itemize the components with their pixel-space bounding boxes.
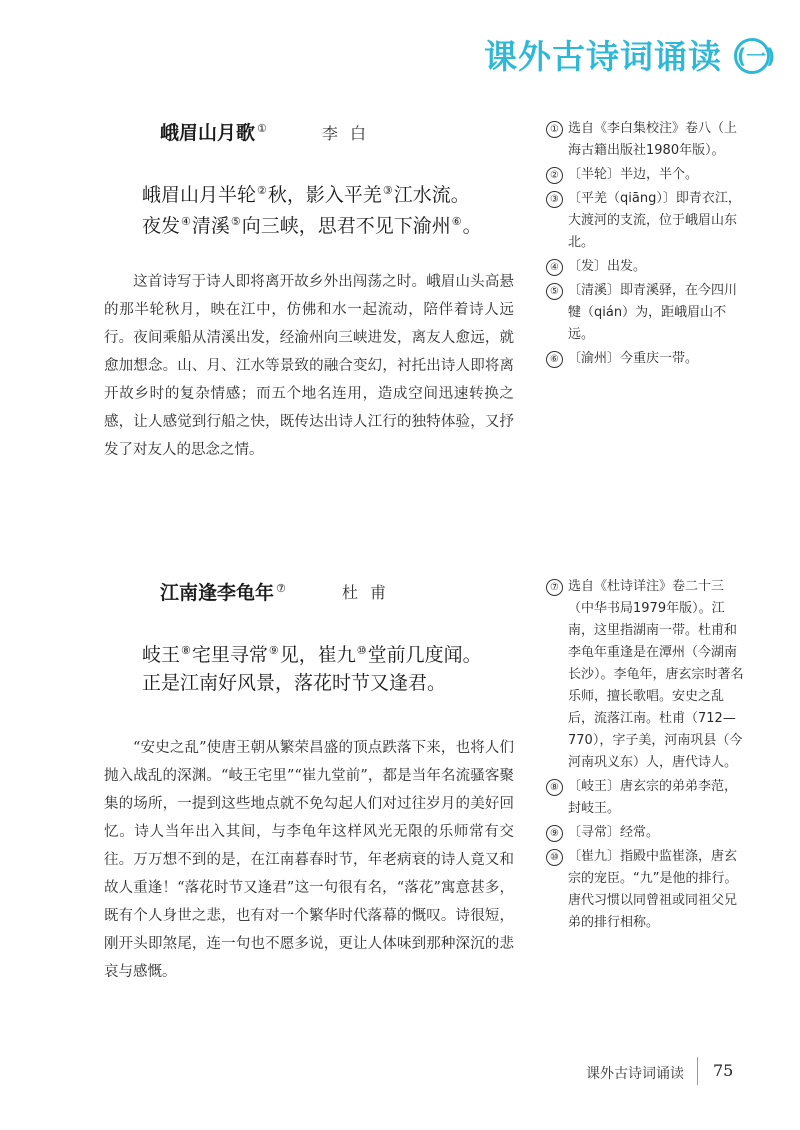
- footnote-mark[interactable]: ②: [257, 184, 267, 197]
- footer-divider: [697, 1057, 698, 1085]
- note-item: [546, 822, 746, 844]
- note-item: [546, 576, 746, 774]
- note-item: [546, 188, 746, 254]
- poem1-line1: 峨眉山月半轮②秋，影入平羌③江水流。: [142, 184, 470, 206]
- note-number: ②: [546, 167, 563, 184]
- note-text: 〔寻常〕经常。: [568, 825, 660, 840]
- note-number: ⑤: [546, 283, 563, 300]
- poem2-line2: 正是江南好风景，落花时节又逢君。: [142, 672, 447, 694]
- note-text: 〔崔九〕指殿中监崔涤，唐玄宗的宠臣。“九”是他的排行。唐代习惯以同曾祖或同祖父兄弟的排行相称。: [568, 849, 738, 930]
- note-text: 〔清溪〕即青溪驿，在今四川犍（qián）为，距峨眉山不远。: [568, 283, 738, 342]
- page-number: 75: [713, 1061, 734, 1080]
- footnote-mark[interactable]: ⑥: [451, 215, 462, 228]
- poem1-commentary: 这首诗写于诗人即将离开故乡外出闯荡之时。峨眉山头高悬的那半轮秋月，映在江中，仿佛和水一起流动，陪伴着诗人远行。夜间乘船从清溪出发，经渝州向三峡进发，离友人愈远，就愈加想念。山、月、江水等景致的融合变幻，衬托出诗人即将离开故乡时的复杂情感；而五个地名连用，造成空间迅速转换之感，让人感觉到行船之快，既传达出诗人江行的独特体验，又抒发了对友人的思念之情。: [104, 274, 514, 458]
- chapter-badge: (一): [734, 38, 770, 74]
- footnote-mark[interactable]: ⑩: [356, 644, 367, 657]
- chapter-header: [484, 36, 776, 76]
- note-text: 〔岐王〕唐玄宗的弟弟李范，封岐王。: [568, 779, 738, 816]
- note-number: ⑦: [546, 579, 563, 596]
- chapter-title: 课外古诗词诵读: [484, 36, 722, 76]
- poem2-author: 杜甫: [342, 583, 399, 602]
- note-text: 〔发〕出发。: [568, 259, 647, 274]
- note-text: 选自《杜诗详注》卷二十三（中华书局1979年版）。江南，这里指湖南一带。杜甫和李龟年重逢是在潭州（今湖南长沙）。李龟年，唐玄宗时著名乐师，擅长歌唱。安史之乱后，流落江南。杜甫（712—770），字子美，河南巩县（今河南巩义东）人，唐代诗人。: [568, 579, 744, 770]
- note-number: ⑥: [546, 351, 563, 368]
- note-number: ⑧: [546, 779, 563, 796]
- footnote-mark[interactable]: ⑤: [230, 215, 241, 228]
- note-item: [546, 164, 746, 186]
- footer-title: 课外古诗词诵读: [586, 1066, 684, 1082]
- note-number: ④: [546, 259, 563, 276]
- poem1-title: 峨眉山月歌 ①: [160, 121, 267, 144]
- footnote-mark[interactable]: ③: [382, 184, 393, 197]
- note-item: [546, 256, 746, 278]
- poem2-commentary: “安史之乱”使唐王朝从繁荣昌盛的顶点跌落下来，也将人们抛入战乱的深渊。“岐王宅里”“崔九堂前”，都是当年名流骚客聚集的场所，一提到这些地点就不免勾起人们对过往岁月的美好回忆。诗人当年出入其间，与李龟年这样风光无限的乐师常有交往。万万想不到的是，在江南暮春时节，年老病衰的诗人竟又和故人重逢！“落花时节又逢君”这一句很有名，“落花”寓意甚多，既有个人身世之悲，也有对一个繁华时代落幕的慨叹。诗很短，刚开头即煞尾，连一句也不愿多说，更让人体味到那种深沉的悲哀与感慨。: [104, 740, 514, 980]
- note-text: 〔渝州〕今重庆一带。: [568, 351, 699, 366]
- footnote-mark[interactable]: ①: [257, 121, 267, 135]
- note-number: ⑨: [546, 825, 563, 842]
- note-item: [546, 118, 746, 162]
- footnote-mark[interactable]: ④: [181, 215, 191, 228]
- note-item: [546, 348, 746, 370]
- note-item: [546, 776, 746, 820]
- footnote-mark[interactable]: ⑨: [268, 644, 279, 657]
- poem1-notes: [546, 118, 746, 372]
- note-number: ①: [546, 121, 563, 138]
- note-text: 〔平羌（qiāng）〕即青衣江，大渡河的支流，位于峨眉山东北。: [568, 191, 741, 250]
- note-item: [546, 846, 746, 934]
- note-text: 选自《李白集校注》卷八（上海古籍出版社1980年版）。: [568, 121, 738, 158]
- poem2-notes: [546, 576, 746, 936]
- note-number: ⑩: [546, 849, 563, 866]
- note-number: ③: [546, 191, 563, 208]
- poem2-line1: 岐王⑧宅里寻常⑨见，崔九⑩堂前几度闻。: [142, 644, 482, 666]
- poem2-title: 江南逢李龟年 ⑦: [160, 581, 286, 604]
- note-text: 〔半轮〕半边，半个。: [568, 167, 699, 182]
- footnote-mark[interactable]: ⑧: [181, 644, 191, 657]
- poem1-line2: 夜发④清溪⑤向三峡，思君不见下渝州⑥。: [142, 215, 482, 237]
- poem1-author: 李白: [322, 124, 379, 143]
- footnote-mark[interactable]: ⑦: [276, 581, 286, 595]
- note-item: [546, 280, 746, 346]
